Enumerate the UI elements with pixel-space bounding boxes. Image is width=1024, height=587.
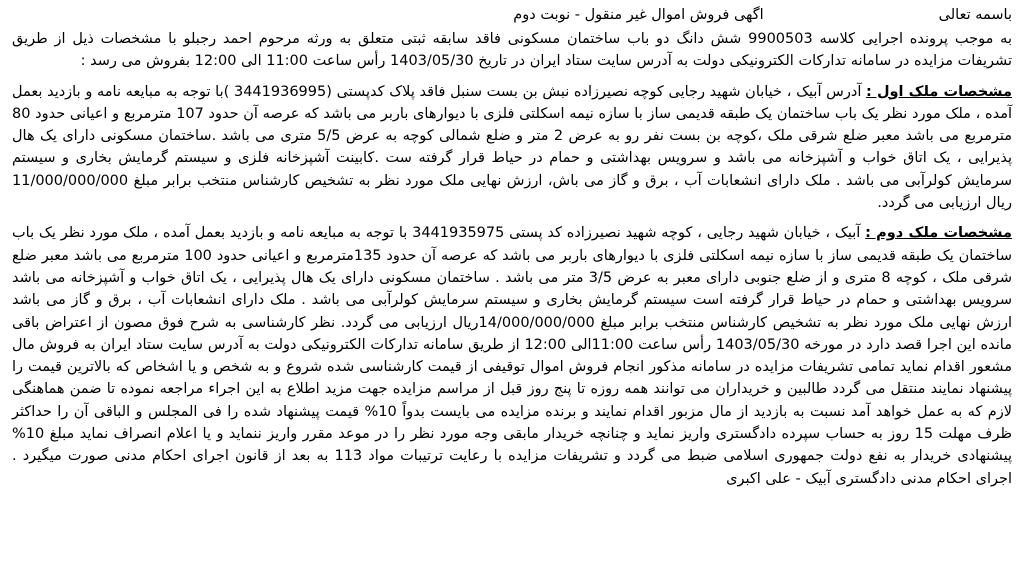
property-1-text: آدرس آبیک ، خیابان شهید رجایی کوچه نصیرزاده نبش بن بست سنبل فاقد پلاک کدپستی (3441936995 )با توجه به مبایعه نامه و بازدید بعمل آمده ، ملک مورد نظر یک باب ساختمان یک طبقه قدیمی ساز با سازه نیمه اسکلتی فلزی با دیوارهای باربر می باشد که عرصه آن حدود 107 مترمربع و اعیانی حدود 80 مترمربع می باشد معبر ضلع شرقی ملک ،کوچه بن بست نفر رو به عرض 2 متر و ضلع شمالی کوچه به عرض 5/5 متری می باشد .ساختمان مسکونی دارای یک هال پذیرایی ، یک اتاق خواب و آشپزخانه می باشد و سرویس بهداشتی و حمام در حیاط قرار گرفته ست .کابینت آشپزخانه فلزی و سیستم گرمایش بخاری و سیستم سرمایش کولرآبی می باشد . ملک دارای انشعابات آب ، برق و گاز می باش، ارزش نهایی ملک مورد نظر به تشخیص کارشناس منتخب برابر مبلغ 11/000/000/000 ریال ارزیابی می گردد. <box>12 83 1013 212</box>
property-2-text: آبیک ، خیابان شهید رجایی ، کوچه شهید نصیرزاده کد پستی 3441935975 با توجه به مبایعه نامه و بازدید بعمل آمده ، ملک مورد نظر یک باب ساختمان یک طبقه قدیمی ساز با سازه نیمه اسکلتی فلزی با دیوارهای باربر می باشد که عرصه آن حدود 135مترمربع و اعیانی حدود 100 مترمربع می باشد معبر ضلع شرقی ملک ، کوچه 8 متری و از ضلع جنوبی دارای معبر به عرض 3/5 متر می باشد . ساختمان مسکونی دارای یک هال پذیرایی ، یک اتاق خواب و آشپزخانه می باشد سرویس بهداشتی و حمام در حیاط قرار گرفته است سیستم گرمایش بخاری و سیستم سرمایش کولرآبی می باشد . ملک دارای انشعابات آب ، برق و گاز می باشد ارزش نهایی ملک مورد نظر به تشخیص کارشناس منتخب برابر مبلغ 14/000/000/000ریال ارزیابی می گردد. نظر کارشناسی به شرح فوق مصون از اعتراض باقی مانده این اجرا قصد دارد در مورخه 1403/05/30 رأس ساعت 11:00الی 12:00 از طریق سامانه تدارکات الکترونیکی دولت به آدرس سایت ستاد ایران به فروش مال مشعور اقدام نماید تمامی تشریفات مزایده در سامانه مذکور انجام فروش اموال توقیفی از قیمت کارشناسی شده شروع و به شخص و یا اشخاص که بالاترین قیمت را پیشنهاد نمایند منتقل می گردد طالبین و خریداران می توانند همه روزه تا پنج روز قبل از مراسم مزایده جهت مزید اطلاع به این اجراء مراجعه نموده تا ضمن هماهنگی لازم که به عمل خواهد آمد نسبت به بازدید از مال مزبور اقدام نمایند و برنده مزایده می بایست بدواً 10% قیمت پیشنهاد شده را فی المجلس و الباقی آن را حداکثر ظرف مهلت 15 روز به حساب سپرده دادگستری واریز نماید و چنانچه خریدار مابقی وجه مورد نظر را در موعد مقرر واریز ننماید و یا اعلام انصراف نماید مبلغ 10% پیشنهادی خریدار به نفع دولت جمهوری اسلامی ضبط می گردد و تشریفات مزایده با رعایت ترتیبات مواد 113 به بعد از قانون اجرای احکام مدنی صورت میگیرد . اجرای احکام مدنی دادگستری آبیک - علی اکبری <box>12 225 1013 487</box>
property-2-label: مشخصات ملک دوم : <box>865 225 1012 242</box>
property-1-paragraph <box>12 81 1012 215</box>
intro-paragraph: به موجب پرونده اجرایی کلاسه 9900503 شش دانگ دو باب ساختمان مسکونی فاقد سابقه ثبتی متعلق به ورثه مرحوم احمد رجبلو با مشخصات ذیل از طریق تشریفات مزایده در سامانه تدارکات الکترونیکی دولت به آدرس سایت ستاد ایران در تاریخ 1403/05/30 رأس ساعت 11:00 الی 12:00 بفروش می رسد : <box>12 31 1012 70</box>
basmala-text: باسمه تعالی <box>938 7 1012 23</box>
notice-title: اگهی فروش اموال غیر منقول - نوبت دوم <box>513 7 764 23</box>
property-1-label: مشخصات ملک اول : <box>866 83 1013 100</box>
property-2-paragraph <box>12 222 1012 490</box>
notice-header <box>12 4 1012 28</box>
